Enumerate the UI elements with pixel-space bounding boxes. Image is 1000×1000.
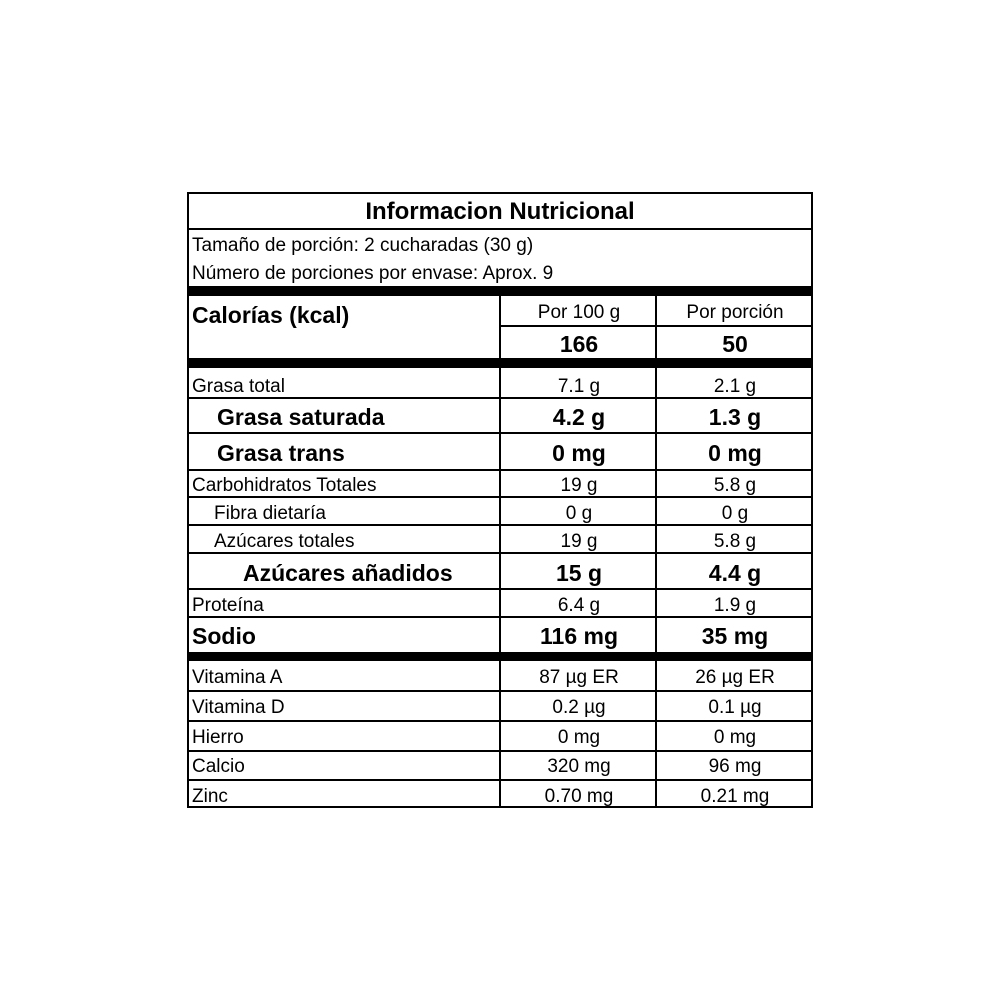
serving-size: Tamaño de porción: 2 cucharadas (30 g) (192, 235, 534, 256)
col-header-per-100g: Por 100 g (537, 302, 621, 323)
nutrient-per-100g: 0 mg (552, 440, 606, 466)
table-title: Informacion Nutricional (365, 198, 635, 225)
vitamin-per-100g: 87 µg ER (539, 667, 619, 688)
nutrient-per-serving: 5.8 g (713, 475, 757, 496)
nutrient-per-100g: 7.1 g (557, 376, 601, 397)
nutrient-per-serving: 4.4 g (708, 560, 762, 586)
nutrition-facts-table (187, 192, 813, 808)
nutrient-per-serving: 1.9 g (713, 595, 757, 616)
vitamin-per-serving: 26 µg ER (695, 667, 775, 688)
nutrient-per-serving: 0 g (721, 503, 749, 524)
nutrient-name: Sodio (192, 623, 256, 649)
nutrient-name: Proteína (192, 595, 264, 616)
nutrient-per-100g: 15 g (555, 560, 603, 586)
nutrient-name: Fibra dietaría (214, 503, 326, 524)
vitamin-per-serving: 96 mg (708, 756, 762, 777)
vitamin-name: Vitamina D (192, 697, 285, 718)
servings-per-container: Número de porciones por envase: Aprox. 9 (192, 263, 554, 284)
nutrient-per-serving: 2.1 g (713, 376, 757, 397)
nutrient-per-100g: 19 g (560, 475, 598, 496)
vitamin-name: Calcio (192, 756, 245, 777)
vitamin-per-100g: 0.2 µg (552, 697, 606, 718)
nutrient-name: Azúcares añadidos (243, 560, 453, 586)
vitamin-name: Vitamina A (192, 667, 283, 688)
calories-per-serving: 50 (722, 331, 748, 357)
vitamin-per-serving: 0 mg (713, 727, 757, 748)
header-underline (501, 325, 813, 327)
nutrient-name: Grasa total (192, 376, 285, 397)
nutrient-per-serving: 5.8 g (713, 531, 757, 552)
nutrient-per-100g: 0 g (565, 503, 593, 524)
vitamin-name: Zinc (192, 786, 228, 807)
nutrient-per-100g: 6.4 g (557, 595, 601, 616)
nutrient-name: Grasa saturada (217, 404, 385, 430)
nutrient-per-100g: 116 mg (540, 623, 618, 649)
nutrient-per-100g: 19 g (560, 531, 598, 552)
calories-label: Calorías (kcal) (192, 302, 350, 328)
column-divider (655, 296, 657, 806)
nutrient-name: Grasa trans (217, 440, 345, 466)
nutrient-per-serving: 0 mg (708, 440, 762, 466)
column-divider (499, 296, 501, 806)
vitamin-per-100g: 0 mg (557, 727, 601, 748)
nutrient-name: Azúcares totales (214, 531, 355, 552)
vitamin-per-serving: 0.1 µg (708, 697, 762, 718)
vitamin-per-100g: 0.70 mg (544, 786, 614, 807)
vitamin-name: Hierro (192, 727, 244, 748)
vitamin-per-serving: 0.21 mg (700, 786, 770, 807)
nutrient-per-100g: 4.2 g (552, 404, 606, 430)
col-header-per-serving: Por porción (686, 302, 784, 323)
nutrient-per-serving: 1.3 g (708, 404, 762, 430)
vitamin-per-100g: 320 mg (547, 756, 611, 777)
nutrient-name: Carbohidratos Totales (192, 475, 377, 496)
calories-per-100g: 166 (559, 331, 599, 357)
nutrient-per-serving: 35 mg (701, 623, 769, 649)
thick-divider (189, 286, 811, 296)
divider (189, 228, 811, 230)
